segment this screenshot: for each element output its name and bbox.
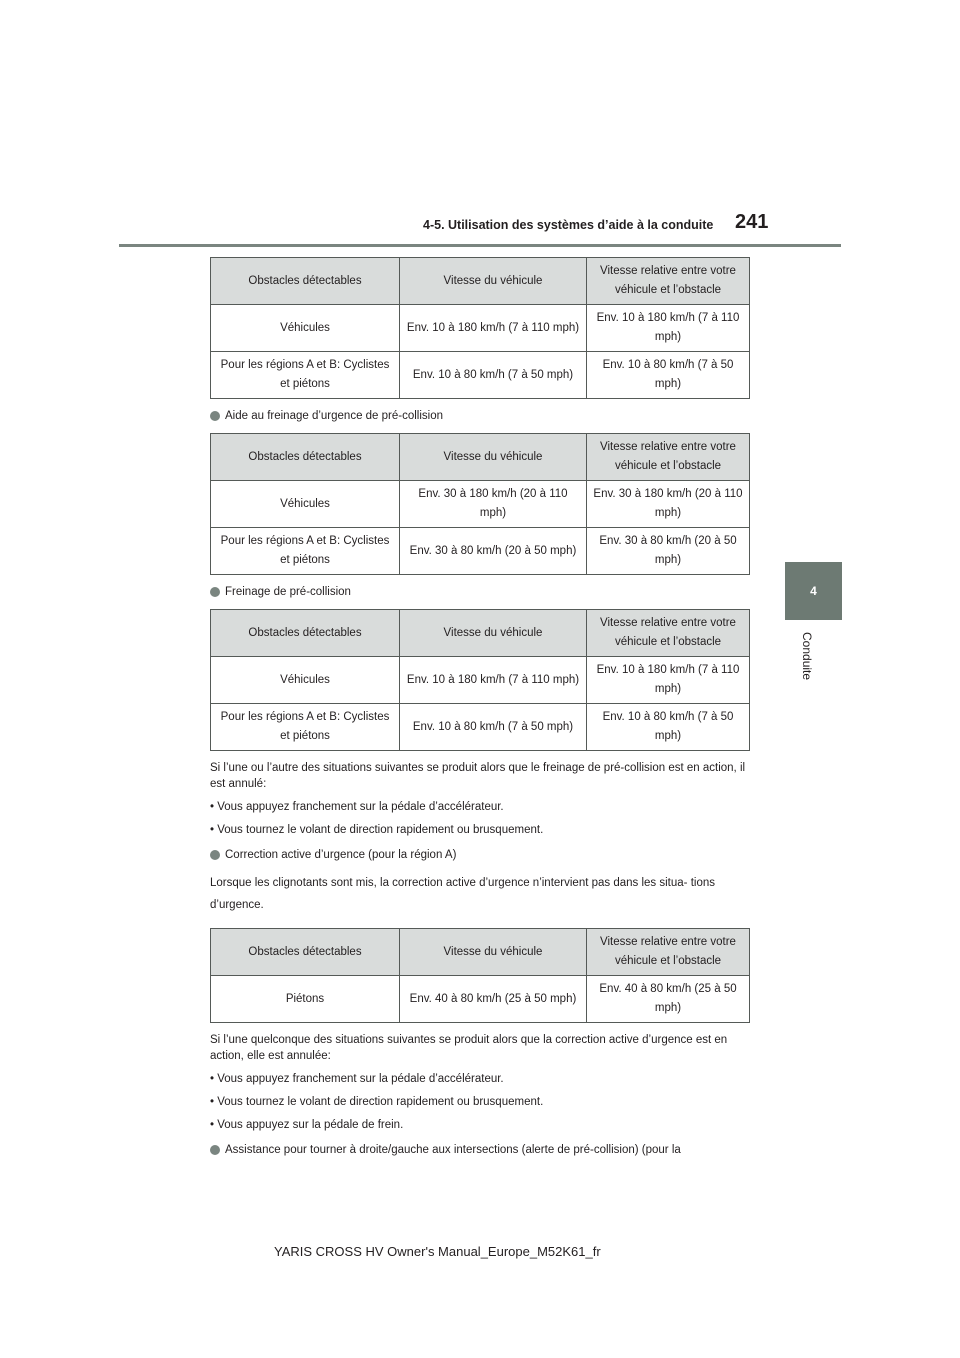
cell-speed: Env. 30 à 180 km/h (20 à 110 mph) <box>400 481 587 528</box>
list-item: • Vous appuyez franchement sur la pédale d’accélérateur. <box>210 801 504 813</box>
chapter-label: Conduite <box>800 632 814 681</box>
speed-table-1 <box>210 257 750 399</box>
table-row <box>211 704 750 751</box>
list-item: • Vous tournez le volant de direction rapidement ou brusquement. <box>210 824 544 836</box>
cell-obstacle: Véhicules <box>211 481 400 528</box>
header-relative-speed: Vitesse relative entre votre véhicule et l’obstacle <box>587 434 750 481</box>
cell-relative: Env. 10 à 180 km/h (7 à 110 mph) <box>587 657 750 704</box>
cell-speed: Env. 30 à 80 km/h (20 à 50 mph) <box>400 528 587 575</box>
header-rule <box>119 244 841 247</box>
section-heading <box>210 584 750 600</box>
table-header-row <box>211 434 750 481</box>
cell-speed: Env. 10 à 80 km/h (7 à 50 mph) <box>400 704 587 751</box>
table-row <box>211 352 750 399</box>
header-vehicle-speed: Vitesse du véhicule <box>400 610 587 657</box>
cell-speed: Env. 10 à 180 km/h (7 à 110 mph) <box>400 305 587 352</box>
cell-obstacle: Pour les régions A et B: Cyclistes et piétons <box>211 352 400 399</box>
circle-bullet-icon <box>210 587 220 597</box>
table-header-row <box>211 258 750 305</box>
cell-obstacle: Piétons <box>211 976 400 1023</box>
circle-bullet-icon <box>210 411 220 421</box>
table-row <box>211 481 750 528</box>
circle-bullet-icon <box>210 850 220 860</box>
chapter-tab <box>785 562 842 620</box>
header-relative-speed: Vitesse relative entre votre véhicule et l’obstacle <box>587 610 750 657</box>
table-row <box>211 305 750 352</box>
cell-relative: Env. 10 à 180 km/h (7 à 110 mph) <box>587 305 750 352</box>
footer-manual-id: YARIS CROSS HV Owner's Manual_Europe_M52K61_fr <box>274 1244 601 1259</box>
section-heading <box>210 847 750 863</box>
header-vehicle-speed: Vitesse du véhicule <box>400 258 587 305</box>
header-relative-speed: Vitesse relative entre votre véhicule et l’obstacle <box>587 258 750 305</box>
cell-relative: Env. 10 à 80 km/h (7 à 50 mph) <box>587 704 750 751</box>
cell-speed: Env. 10 à 80 km/h (7 à 50 mph) <box>400 352 587 399</box>
cell-speed: Env. 10 à 180 km/h (7 à 110 mph) <box>400 657 587 704</box>
table-row <box>211 528 750 575</box>
list-item: • Vous appuyez sur la pédale de frein. <box>210 1119 404 1131</box>
cell-relative: Env. 30 à 180 km/h (20 à 110 mph) <box>587 481 750 528</box>
section-title: Assistance pour tourner à droite/gauche aux intersections (alerte de pré-collision) (pour la <box>225 1144 681 1156</box>
table-header-row <box>211 610 750 657</box>
header-obstacles: Obstacles détectables <box>211 929 400 976</box>
paragraph: Lorsque les clignotants sont mis, la correction active d’urgence n’intervient pas dans les situa- tions d’urgence. <box>210 877 715 911</box>
circle-bullet-icon <box>210 1145 220 1155</box>
chapter-number: 4 <box>810 584 817 598</box>
list-item: • Vous appuyez franchement sur la pédale d’accélérateur. <box>210 1073 504 1085</box>
header-vehicle-speed: Vitesse du véhicule <box>400 929 587 976</box>
paragraph: Si l’une ou l’autre des situations suivantes se produit alors que le freinage de pré-collision est en action, il est annulé: <box>210 762 746 790</box>
speed-table-4 <box>210 928 750 1023</box>
section-title: Freinage de pré-collision <box>225 586 351 598</box>
speed-table-3 <box>210 609 750 751</box>
cell-speed: Env. 40 à 80 km/h (25 à 50 mph) <box>400 976 587 1023</box>
section-title: Correction active d’urgence (pour la région A) <box>225 849 457 861</box>
page-number: 241 <box>735 211 769 233</box>
list-item: • Vous tournez le volant de direction rapidement ou brusquement. <box>210 1096 544 1108</box>
header-relative-speed: Vitesse relative entre votre véhicule et l’obstacle <box>587 929 750 976</box>
cell-obstacle: Véhicules <box>211 657 400 704</box>
main-content <box>210 257 750 1167</box>
header-obstacles: Obstacles détectables <box>211 610 400 657</box>
header-vehicle-speed: Vitesse du véhicule <box>400 434 587 481</box>
cell-relative: Env. 10 à 80 km/h (7 à 50 mph) <box>587 352 750 399</box>
section-header-title: 4-5. Utilisation des systèmes d’aide à la conduite <box>423 218 714 232</box>
paragraph: Si l’une quelconque des situations suivantes se produit alors que la correction active d’urgence est en action, elle est annulée: <box>210 1034 728 1062</box>
cell-relative: Env. 30 à 80 km/h (20 à 50 mph) <box>587 528 750 575</box>
table-row <box>211 657 750 704</box>
header-obstacles: Obstacles détectables <box>211 258 400 305</box>
cell-obstacle: Pour les régions A et B: Cyclistes et piétons <box>211 528 400 575</box>
cell-obstacle: Pour les régions A et B: Cyclistes et piétons <box>211 704 400 751</box>
section-heading <box>210 1142 750 1158</box>
section-heading <box>210 408 750 424</box>
table-header-row <box>211 929 750 976</box>
section-title: Aide au freinage d’urgence de pré-collision <box>225 410 444 422</box>
table-row <box>211 976 750 1023</box>
cell-relative: Env. 40 à 80 km/h (25 à 50 mph) <box>587 976 750 1023</box>
cell-obstacle: Véhicules <box>211 305 400 352</box>
speed-table-2 <box>210 433 750 575</box>
header-obstacles: Obstacles détectables <box>211 434 400 481</box>
